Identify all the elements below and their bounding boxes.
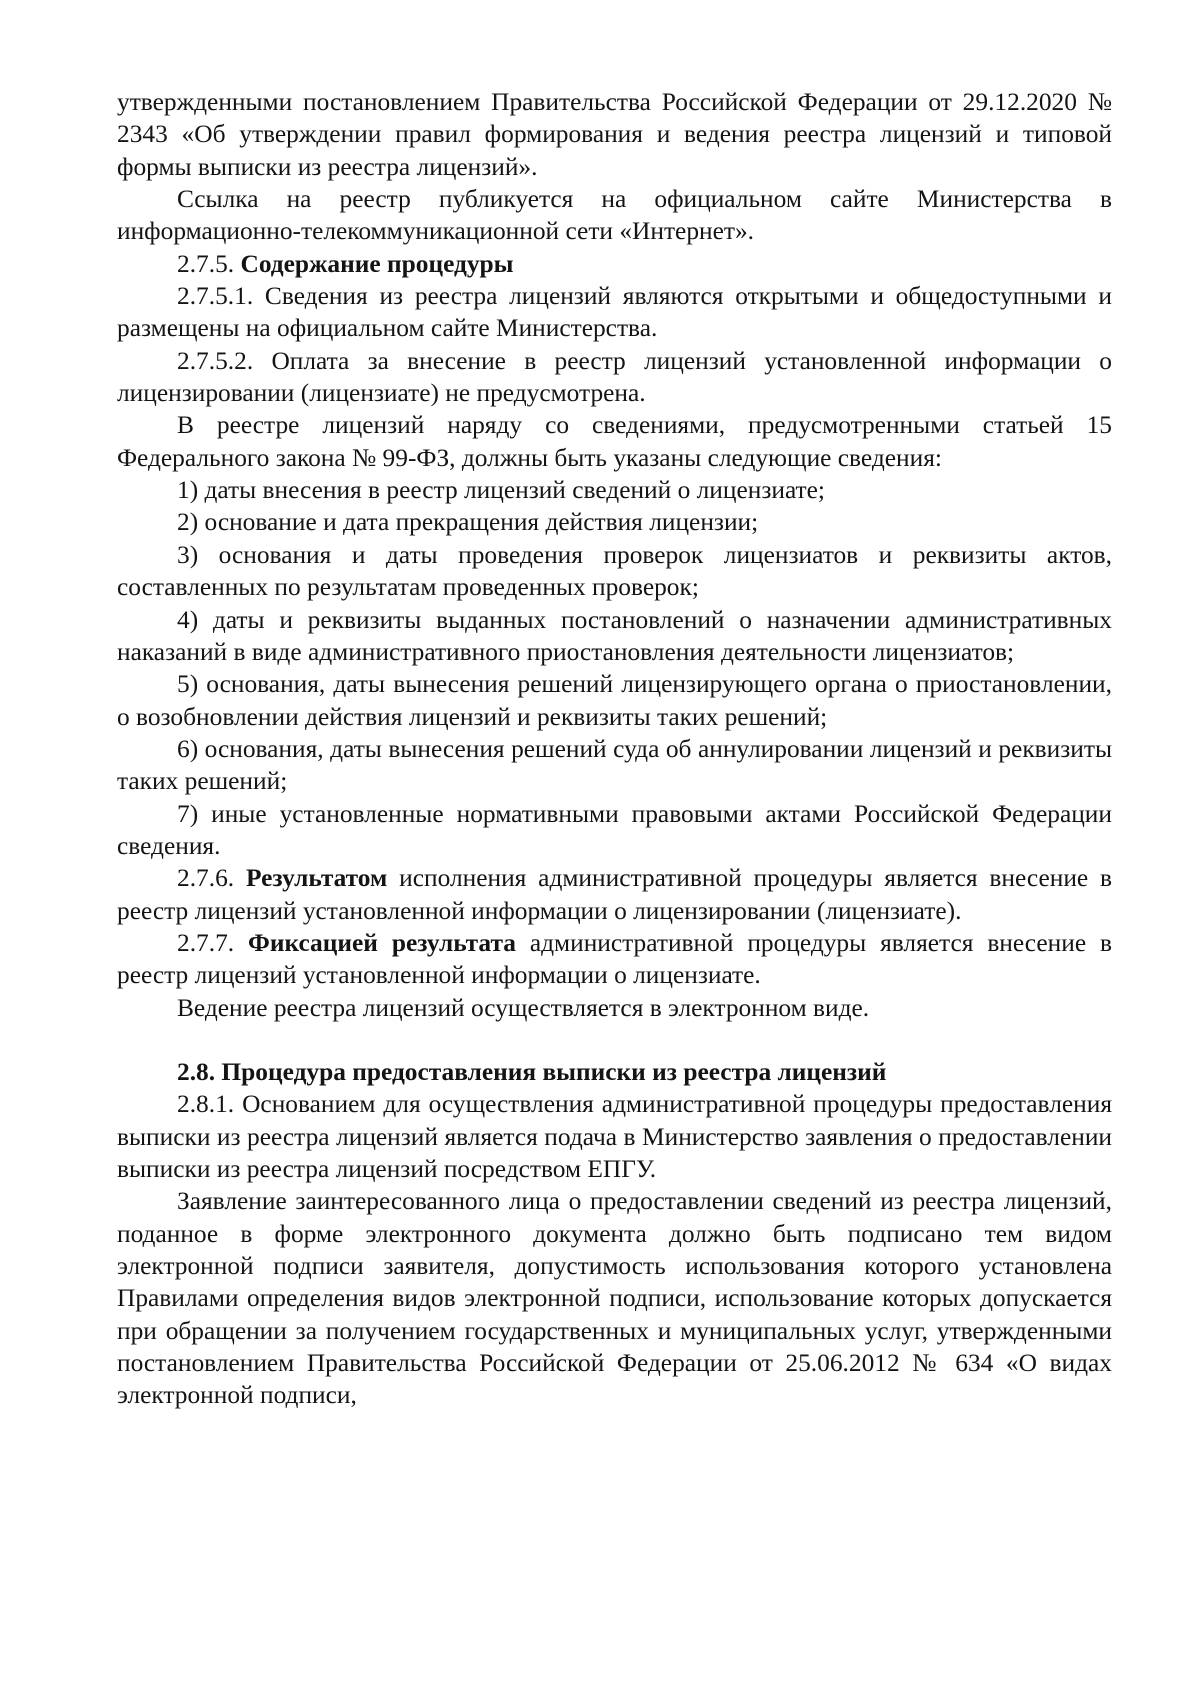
bold-term: Фиксацией результата (248, 928, 516, 957)
section-heading-2-8: 2.8. Процедура предоставления выписки из реестра лицензий (177, 1057, 887, 1086)
list-item: 5) основания, даты вынесения решений лицензирующего органа о приостановлении, о возобновлении действия лицензий и реквизиты таких решений; (117, 670, 1112, 731)
bold-term: Результатом (245, 864, 388, 893)
list-item: 1) даты внесения в реестр лицензий сведений о лицензиате; (177, 476, 825, 505)
paragraph: Заявление заинтересованного лица о предоставлении сведений из реестра лицензий, поданное в форме электронного документа должно быть подписано тем видом электронной подписи заявителя, допустимость использования которого установлена Правилами определения видов электронной подписи, использование которых допускается при обращении за получением государственных и муниципальных услуг, утвержденными постановлением Правительства Российской Федерации от 25.06.2012 № 634 «О видах электронной подписи, (117, 1187, 1112, 1410)
paragraph: В реестре лицензий наряду со сведениями, предусмотренными статьей 15 Федерального закона № 99-ФЗ, должны быть указаны следующие сведения: (117, 411, 1112, 472)
section-number: 2.7.7. (177, 928, 249, 957)
paragraph: 2.8.1. Основанием для осуществления административной процедуры предоставления выписки из реестра лицензий является подача в Министерство заявления о предоставлении выписки из реестра лицензий посредством ЕПГУ. (117, 1090, 1112, 1183)
paragraph-result-fixation (117, 927, 1112, 992)
paragraph: 2.7.5.1. Сведения из реестра лицензий являются открытыми и общедоступными и размещены на официальном сайте Министерства. (117, 282, 1112, 343)
list-item: 4) даты и реквизиты выданных постановлений о назначении административных наказаний в виде административного приостановления деятельности лицензиатов; (117, 605, 1112, 666)
paragraph-text: административной процедуры является внесение в реестр лицензий установленной информации о лицензиате. (117, 928, 1112, 990)
blank-line (117, 1024, 1112, 1056)
list-item: 6) основания, даты вынесения решений суда об аннулировании лицензий и реквизиты таких решений; (117, 734, 1112, 796)
paragraph: Ссылка на реестр публикуется на официальном сайте Министерства в информационно-телекоммуникационной сети «Интернет». (117, 185, 1112, 246)
paragraph: 2.7.5.2. Оплата за внесение в реестр лицензий установленной информации о лицензировании (лицензиате) не предусмотрена. (117, 346, 1112, 408)
section-number: 2.7.5. (177, 249, 241, 278)
list-item: 3) основания и даты проведения проверок лицензиатов и реквизиты актов, составленных по результатам проведенных проверок; (117, 540, 1112, 602)
list-item: 7) иные установленные нормативными правовыми актами Российской Федерации сведения. (117, 799, 1112, 860)
paragraph-result (117, 862, 1112, 927)
document-page (117, 86, 1112, 1412)
paragraph: Ведение реестра лицензий осуществляется в электронном виде. (177, 993, 870, 1022)
list-item: 2) основание и дата прекращения действия лицензии; (177, 508, 759, 537)
section-number: 2.7.6. (177, 864, 246, 893)
section-heading-2-7-5 (117, 248, 1112, 280)
paragraph: утвержденными постановлением Правительства Российской Федерации от 29.12.2020 № 2343 «Об утверждении правил формирования и ведения реестра лицензий и типовой формы выписки из реестра лицензий». (117, 88, 1112, 181)
section-title: Содержание процедуры (240, 249, 514, 278)
paragraph-text: исполнения административной процедуры является внесение в реестр лицензий установленной информации о лицензировании (лицензиате). (117, 864, 1112, 925)
